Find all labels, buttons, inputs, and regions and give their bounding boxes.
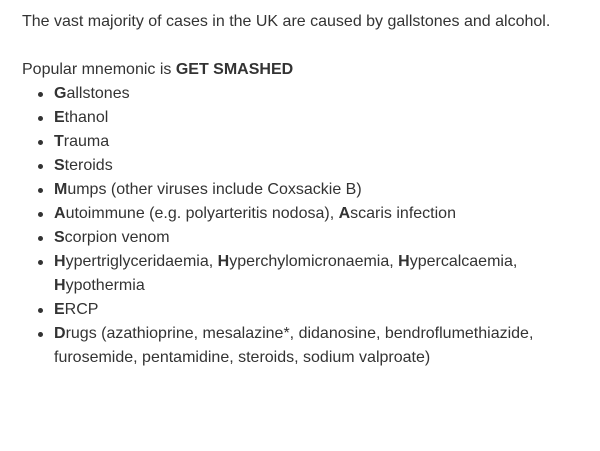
mnemonic-letter: H [54, 277, 66, 294]
list-item [54, 154, 562, 178]
mnemonic-letter: S [54, 157, 65, 174]
item-text: ypercalcaemia, [409, 253, 518, 270]
mnemonic-letter: T [54, 133, 64, 150]
item-text: ypothermia [65, 277, 145, 294]
mnemonic-letter: A [338, 205, 351, 222]
mnemonic-letter: E [54, 109, 65, 126]
list-item [54, 130, 562, 154]
list-item [54, 82, 562, 106]
mnemonic-line [22, 58, 562, 82]
mnemonic-letter: H [54, 253, 66, 270]
mnemonic-letter: S [54, 229, 65, 246]
mnemonic-letter: M [54, 181, 68, 198]
item-text: corpion venom [64, 229, 170, 246]
item-text: utoimmune (e.g. polyarteritis nodosa), [65, 205, 339, 222]
list-item [54, 226, 562, 250]
item-text: umps (other viruses include Coxsackie B) [67, 181, 362, 198]
mnemonic-text: GET SMASHED [175, 61, 294, 78]
list-item [54, 106, 562, 130]
mnemonic-letter: E [54, 301, 65, 318]
item-text: thanol [64, 109, 109, 126]
item-text: RCP [64, 301, 99, 318]
list-item [54, 178, 562, 202]
item-text: teroids [64, 157, 113, 174]
item-text: rauma [63, 133, 110, 150]
item-text: scaris infection [350, 205, 456, 222]
list-item [54, 298, 562, 322]
mnemonic-letter: D [54, 325, 66, 342]
item-text: ypertriglyceridaemia, [65, 253, 218, 270]
list-item [54, 250, 562, 298]
item-text: allstones [66, 85, 130, 102]
item-text: rugs (azathioprine, mesalazine*, didanosine, bendroflumethiazide, furosemide, pentamidine, steroids, sodium valproate) [54, 325, 534, 366]
intro-paragraph: The vast majority of cases in the UK are caused by gallstones and alcohol. [22, 13, 551, 30]
article-body [22, 10, 562, 370]
mnemonic-letter: G [54, 85, 67, 102]
cause-list [22, 82, 562, 370]
mnemonic-letter: H [398, 253, 410, 270]
mnemonic-prefix: Popular mnemonic is [22, 61, 176, 78]
list-item [54, 322, 562, 370]
mnemonic-letter: H [217, 253, 230, 270]
mnemonic-letter: A [54, 205, 66, 222]
item-text: yperchylomicronaemia, [229, 253, 399, 270]
list-item [54, 202, 562, 226]
